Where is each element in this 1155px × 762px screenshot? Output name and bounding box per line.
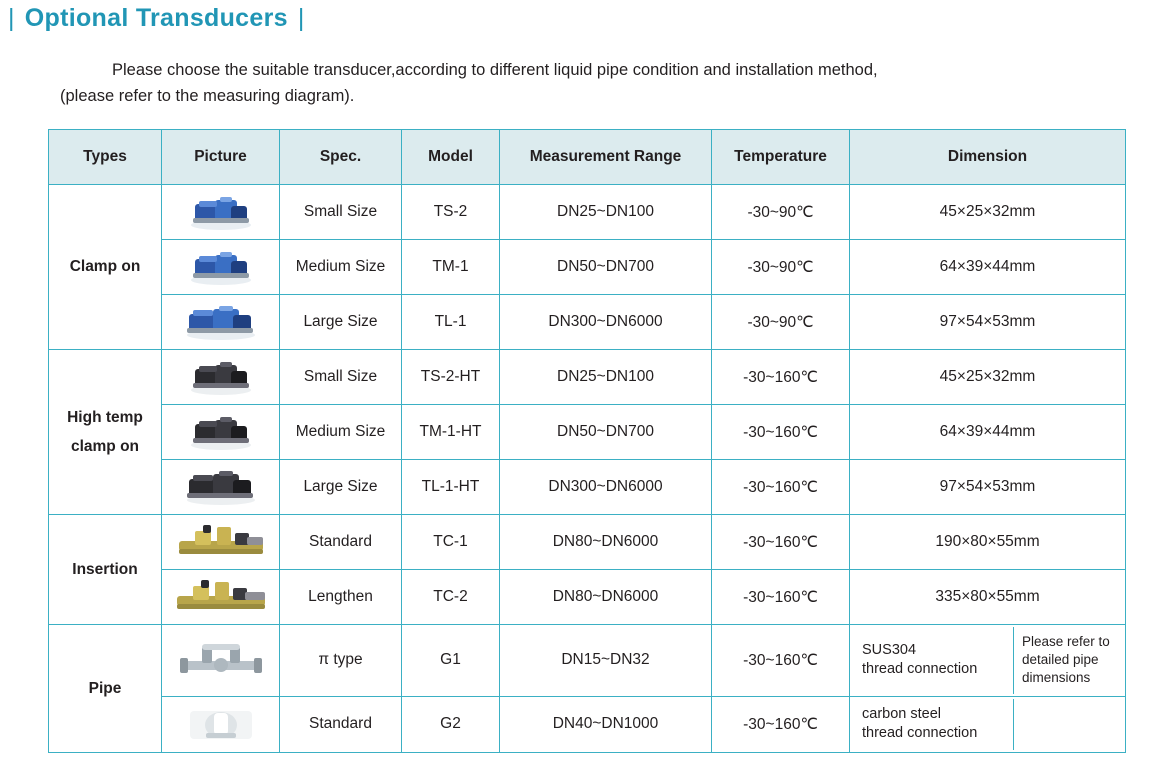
group-label-high-temp-clamp-on	[49, 350, 162, 515]
table-row	[49, 185, 1126, 240]
table-header	[49, 130, 1126, 185]
model-value: TC-2	[402, 570, 500, 625]
pipe-section-transducer-photo	[162, 625, 280, 697]
temperature-value: -30~90℃	[712, 240, 850, 295]
dimension-refer-line-3: dimensions	[1022, 670, 1091, 686]
high-temp-clamp-on-transducer-photo	[162, 405, 280, 460]
range-value: DN15~DN32	[500, 625, 712, 697]
title-text: Optional Transducers	[24, 4, 288, 32]
transducer-table-wrapper	[48, 129, 1125, 753]
temperature-value: -30~160℃	[712, 515, 850, 570]
temperature-value: -30~90℃	[712, 185, 850, 240]
model-value: TL-1	[402, 295, 500, 350]
temperature-value: -30~160℃	[712, 570, 850, 625]
range-value: DN25~DN100	[500, 350, 712, 405]
table-row	[49, 625, 1126, 697]
range-value: DN50~DN700	[500, 240, 712, 295]
model-value: G1	[402, 625, 500, 697]
temperature-value: -30~90℃	[712, 295, 850, 350]
model-value: TL-1-HT	[402, 460, 500, 515]
range-value: DN80~DN6000	[500, 515, 712, 570]
dimension-value: 97×54×53mm	[850, 295, 1126, 350]
header-types: Types	[49, 130, 162, 185]
table-row	[49, 515, 1126, 570]
table-row	[49, 696, 1126, 752]
spec-value: π type	[280, 625, 402, 697]
range-value: DN80~DN6000	[500, 570, 712, 625]
spec-value: Small Size	[280, 185, 402, 240]
high-temp-clamp-on-transducer-photo	[162, 350, 280, 405]
insertion-transducer-photo	[162, 515, 280, 570]
model-value: G2	[402, 696, 500, 752]
range-value: DN300~DN6000	[500, 460, 712, 515]
spec-value: Standard	[280, 515, 402, 570]
header-spec: Spec.	[280, 130, 402, 185]
intro-line-1: Please choose the suitable transducer,according to different liquid pipe condition and installation method,	[112, 61, 878, 79]
dimension-note-cell	[850, 696, 1126, 752]
temperature-value: -30~160℃	[712, 460, 850, 515]
dimension-refer-note	[1014, 627, 1121, 694]
dimension-value: 64×39×44mm	[850, 240, 1126, 295]
table-row	[49, 295, 1126, 350]
table-row	[49, 460, 1126, 515]
table-header-row	[49, 130, 1126, 185]
header-picture: Picture	[162, 130, 280, 185]
group-label-insertion: Insertion	[49, 515, 162, 625]
spec-value: Standard	[280, 696, 402, 752]
table-row	[49, 570, 1126, 625]
range-value: DN300~DN6000	[500, 295, 712, 350]
optional-transducers-table	[48, 129, 1126, 753]
dimension-material-line-2: thread connection	[862, 725, 978, 742]
dimension-value: 64×39×44mm	[850, 405, 1126, 460]
table-body	[49, 185, 1126, 753]
dimension-value: 335×80×55mm	[850, 570, 1126, 625]
dimension-material-note	[854, 627, 1014, 694]
group-label-line-1: High temp	[67, 408, 143, 426]
spec-value: Large Size	[280, 295, 402, 350]
header-temperature: Temperature	[712, 130, 850, 185]
dimension-value: 97×54×53mm	[850, 460, 1126, 515]
clamp-on-transducer-photo	[162, 295, 280, 350]
temperature-value: -30~160℃	[712, 696, 850, 752]
dimension-material-line-2: thread connection	[862, 661, 978, 678]
model-value: TS-2-HT	[402, 350, 500, 405]
insertion-transducer-photo	[162, 570, 280, 625]
header-model: Model	[402, 130, 500, 185]
dimension-value: 190×80×55mm	[850, 515, 1126, 570]
title-right-bar: |	[297, 4, 305, 32]
model-value: TS-2	[402, 185, 500, 240]
range-value: DN50~DN700	[500, 405, 712, 460]
page-title	[8, 4, 305, 33]
spec-value: Large Size	[280, 460, 402, 515]
spec-value: Lengthen	[280, 570, 402, 625]
model-value: TC-1	[402, 515, 500, 570]
table-row	[49, 405, 1126, 460]
spec-value: Medium Size	[280, 240, 402, 295]
temperature-value: -30~160℃	[712, 405, 850, 460]
table-row	[49, 350, 1126, 405]
range-value: DN25~DN100	[500, 185, 712, 240]
dimension-material-line-1: carbon steel	[862, 705, 941, 722]
dimension-refer-line-2: detailed pipe	[1022, 652, 1099, 668]
dimension-refer-note-empty	[1014, 699, 1121, 750]
model-value: TM-1	[402, 240, 500, 295]
high-temp-clamp-on-transducer-photo	[162, 460, 280, 515]
spec-value: Small Size	[280, 350, 402, 405]
group-label-line-2: clamp on	[70, 438, 140, 455]
dimension-refer-line-1: Please refer to	[1022, 634, 1110, 649]
table-row	[49, 240, 1126, 295]
header-measurement-range: Measurement Range	[500, 130, 712, 185]
dimension-value: 45×25×32mm	[850, 350, 1126, 405]
temperature-value: -30~160℃	[712, 625, 850, 697]
group-label-pipe: Pipe	[49, 625, 162, 753]
group-label-clamp-on: Clamp on	[49, 185, 162, 350]
dimension-material-note	[854, 699, 1014, 750]
dimension-note-cell	[850, 625, 1126, 697]
clamp-on-transducer-photo	[162, 240, 280, 295]
intro-paragraph	[60, 58, 1120, 109]
pipe-section-transducer-photo	[162, 696, 280, 752]
clamp-on-transducer-photo	[162, 185, 280, 240]
model-value: TM-1-HT	[402, 405, 500, 460]
spec-value: Medium Size	[280, 405, 402, 460]
header-dimension: Dimension	[850, 130, 1126, 185]
dimension-material-line-1: SUS304	[862, 641, 917, 658]
title-left-bar: |	[8, 4, 15, 32]
range-value: DN40~DN1000	[500, 696, 712, 752]
intro-line-2: (please refer to the measuring diagram).	[60, 86, 355, 105]
dimension-value: 45×25×32mm	[850, 185, 1126, 240]
temperature-value: -30~160℃	[712, 350, 850, 405]
